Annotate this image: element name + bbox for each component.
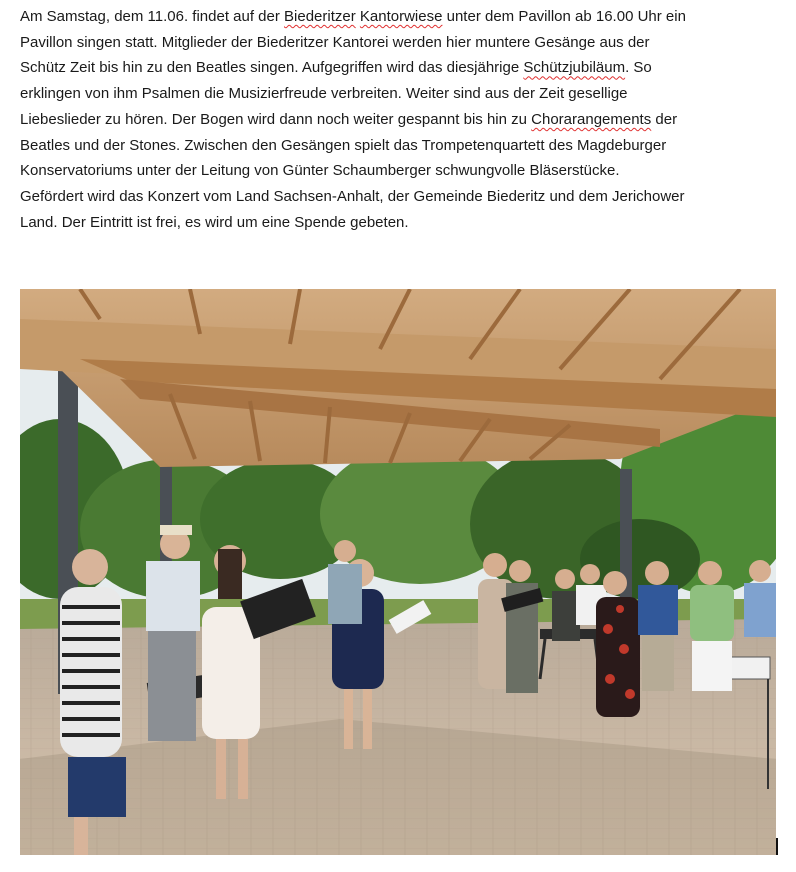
text-segment: unter dem Pavillon ab 16.00 Uhr ein — [442, 8, 686, 25]
article-line — [20, 4, 780, 30]
pavilion-roof — [20, 289, 776, 467]
article-line — [20, 55, 780, 81]
text-segment: der — [651, 110, 678, 128]
article-line — [20, 158, 780, 184]
spellcheck-flagged-word: Biederitzer — [284, 8, 356, 25]
spellcheck-flagged-word: Kantorwiese — [359, 8, 443, 25]
text-segment: Beatles und der Stones. Zwischen den Gesängen spielt das Trompetenquartett des Magdeburger — [20, 136, 667, 154]
text-segment: Gefördert wird das Konzert vom Land Sachsen-Anhalt, der Gemeinde Biederitz und dem Jerichower — [20, 187, 685, 205]
text-segment: Schütz Zeit bis hin zu den Beatles singen. Aufgegriffen wird das diesjährige — [20, 59, 524, 77]
text-segment: Land. Der Eintritt ist frei, es wird um eine Spende gebeten. — [20, 213, 409, 231]
text-segment: . So — [625, 59, 652, 77]
article-line — [20, 30, 780, 56]
choir-pavilion-photo — [20, 289, 776, 855]
text-segment: Konservatoriums unter der Leitung von Günter Schaumberger schwungvolle Bläserstücke. — [20, 162, 620, 180]
article-line — [20, 107, 780, 133]
text-segment: erklingen von ihm Psalmen die Musizierfreude verbreiten. Weiter sind aus der Zeit gesellige — [20, 85, 628, 103]
spellcheck-flagged-word: Chorarangements — [531, 110, 652, 128]
article-line — [20, 133, 780, 159]
article-text — [20, 4, 780, 235]
article-line — [20, 210, 780, 236]
article-line — [20, 184, 780, 210]
text-segment: Pavillon singen statt. Mitglieder der Biederitzer Kantorei werden hier muntere Gesänge aus der — [20, 33, 650, 51]
spellcheck-flagged-word: Schützjubiläum — [523, 59, 626, 77]
text-segment: Am Samstag, dem 11.06. findet auf der — [20, 8, 285, 25]
photo-edge-mark — [776, 838, 778, 855]
text-segment: Liebeslieder zu hören. Der Bogen wird dann noch weiter gespannt bis hin zu — [20, 110, 532, 128]
article-line — [20, 81, 780, 107]
